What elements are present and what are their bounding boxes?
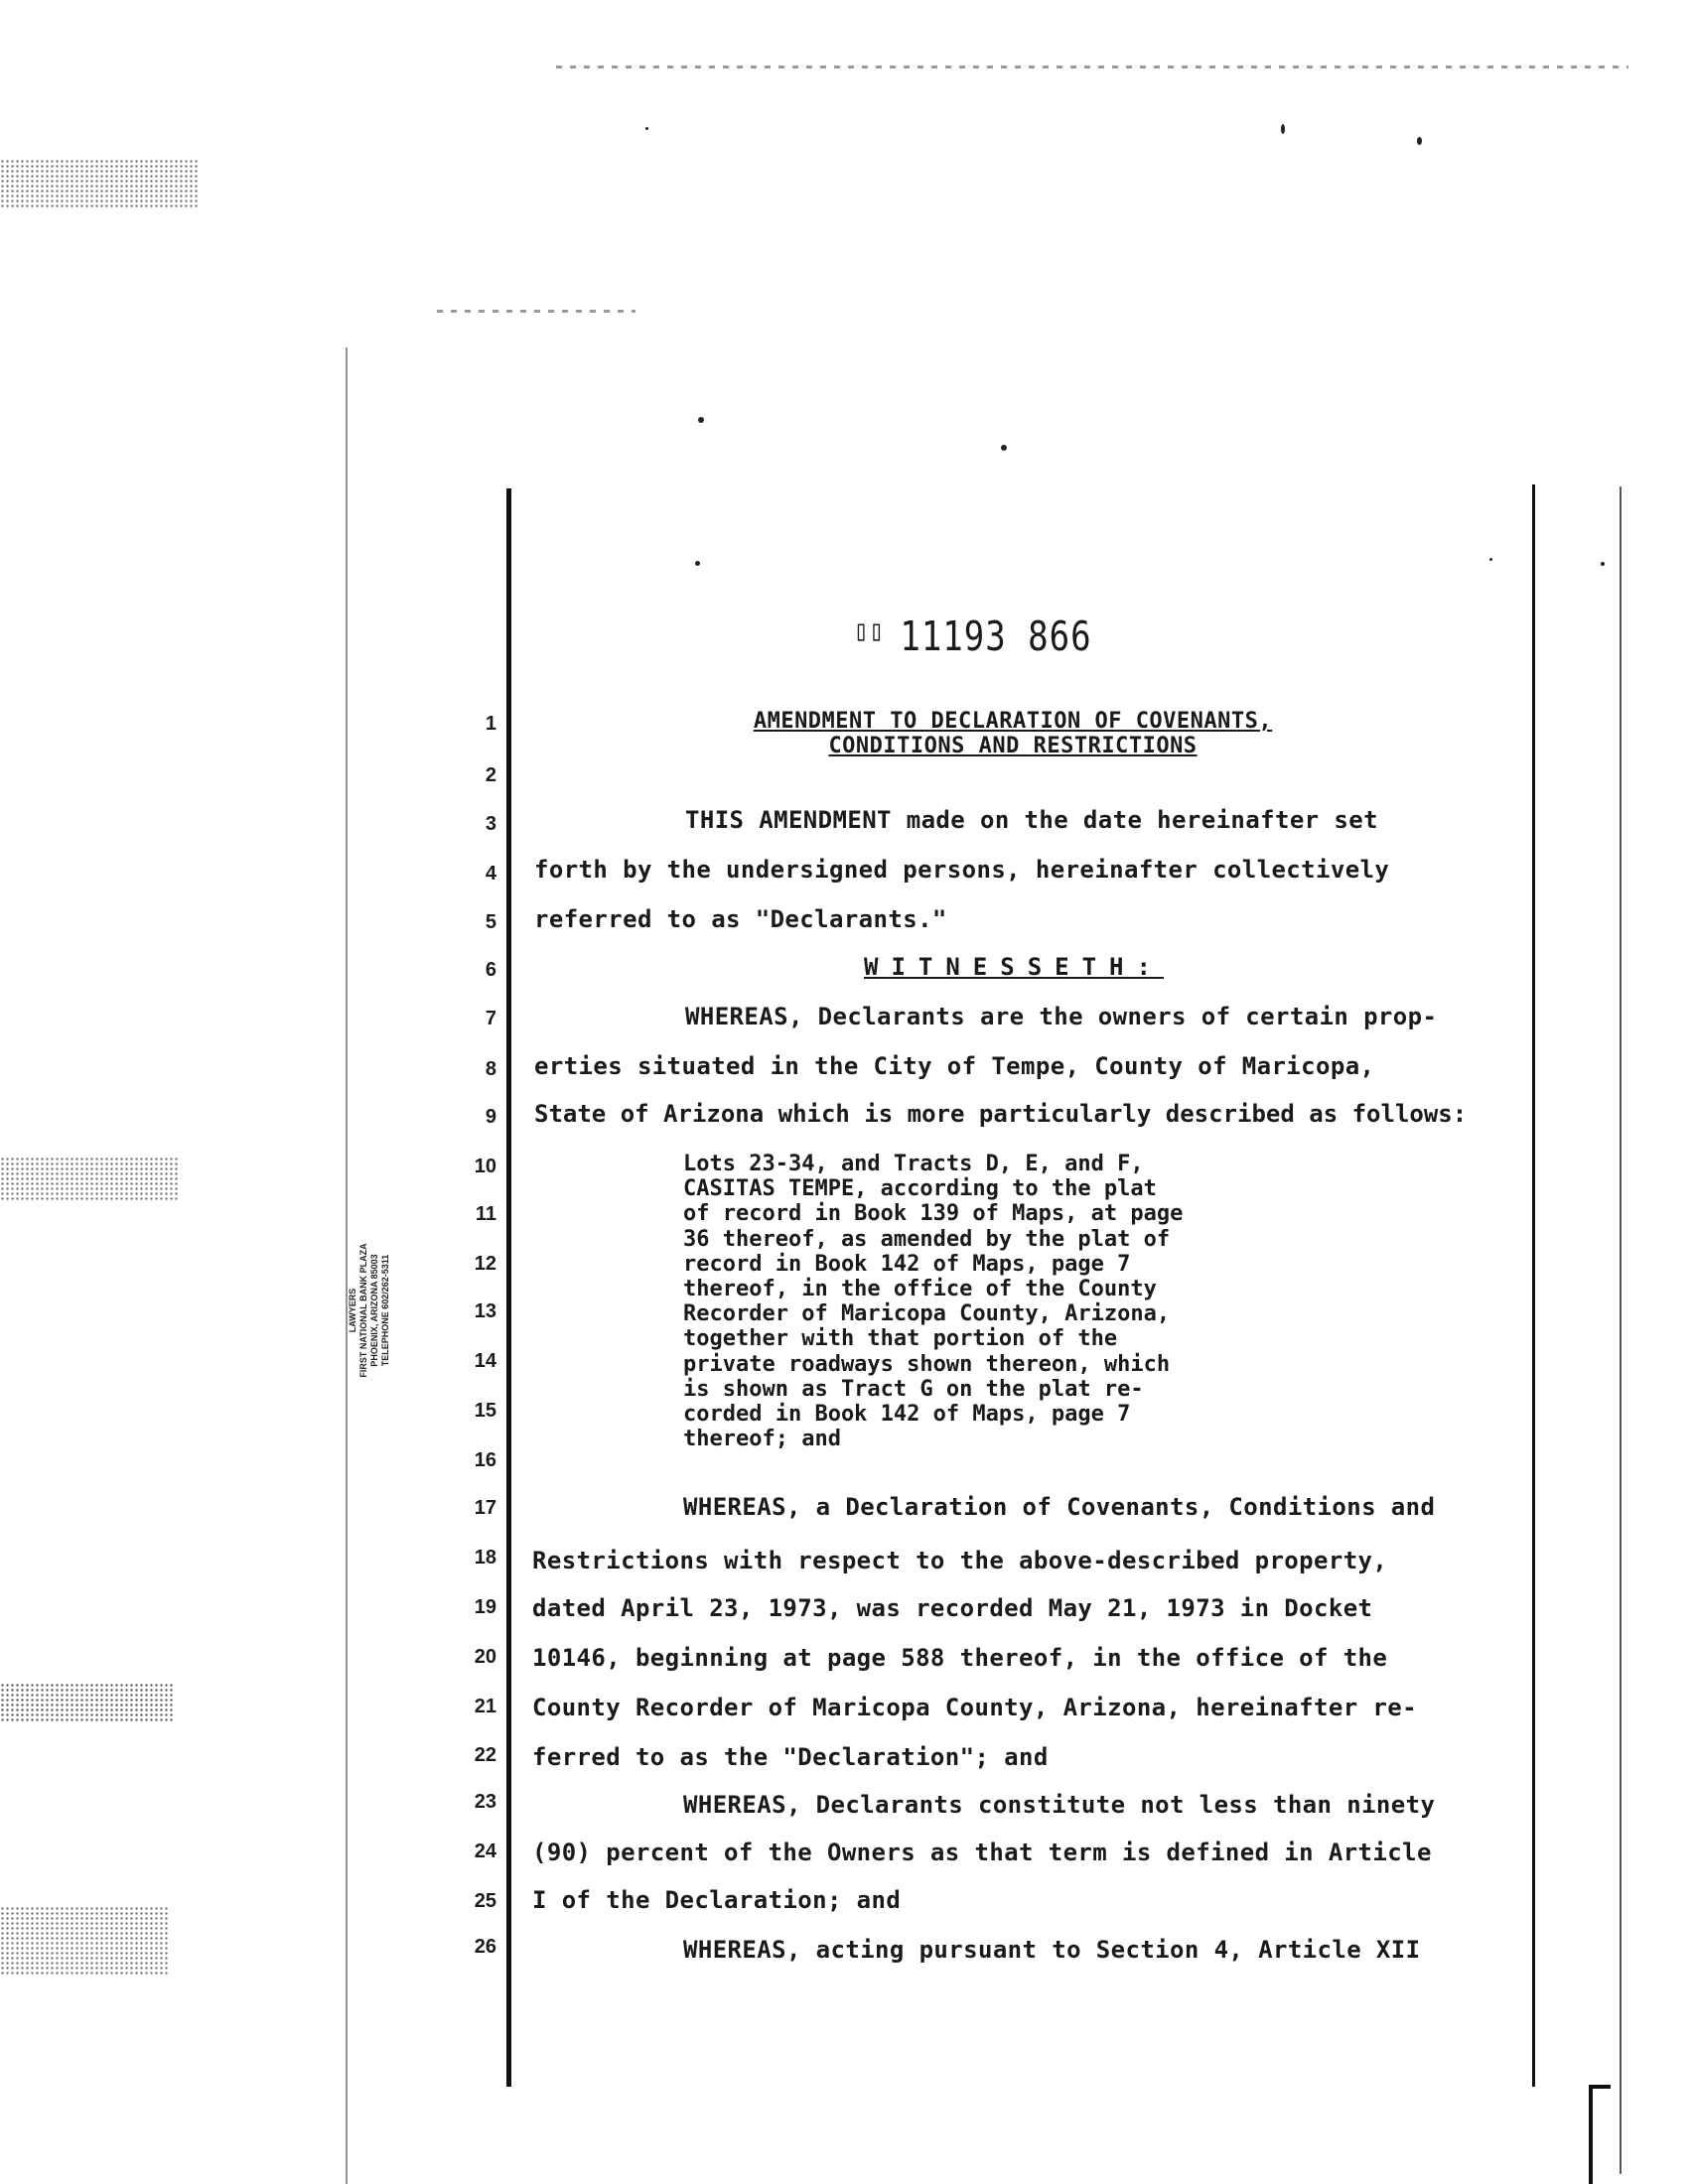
line-number: 10 xyxy=(474,1156,496,1177)
line-number: 2 xyxy=(485,764,496,786)
line-number: 9 xyxy=(485,1106,496,1128)
speck xyxy=(698,417,704,423)
firm-line-3: PHOENIX, ARIZONA 85003 xyxy=(369,1254,379,1367)
speck xyxy=(1001,445,1007,451)
text-line-17: WHEREAS, a Declaration of Covenants, Conditions and xyxy=(683,1493,1436,1521)
firm-line-2: FIRST NATIONAL BANK PLAZA xyxy=(358,1243,368,1378)
law-firm-stamp xyxy=(348,1152,391,1469)
scan-noise-left-2 xyxy=(0,1683,174,1722)
speck xyxy=(1601,562,1605,566)
text-line-22: ferred to as the "Declaration"; and xyxy=(532,1743,1049,1771)
firm-line-1: LAWYERS xyxy=(348,1288,357,1333)
line-number: 26 xyxy=(474,1936,496,1958)
line-number: 24 xyxy=(474,1841,496,1862)
line-number: 21 xyxy=(474,1696,496,1717)
text-line-7: WHEREAS, Declarants are the owners of certain prop- xyxy=(685,1003,1438,1030)
scan-smear-top xyxy=(556,66,1628,68)
left-margin-rule xyxy=(506,488,511,2087)
line-number: 14 xyxy=(474,1350,496,1372)
line-number: 16 xyxy=(474,1449,496,1471)
bottom-right-bracket-top xyxy=(1589,2085,1611,2089)
text-line-26: WHEREAS, acting pursuant to Section 4, Article XII xyxy=(683,1936,1421,1964)
scan-smear-top-2 xyxy=(437,310,635,313)
document-number-text: 11193 866 xyxy=(900,614,1092,661)
text-line-9: State of Arizona which is more particularly described as follows: xyxy=(534,1100,1468,1128)
line-number: 17 xyxy=(474,1497,496,1519)
right-margin-rule xyxy=(1532,484,1535,2087)
line-number: 7 xyxy=(485,1008,496,1029)
document-number-prefix: ▯▯ xyxy=(854,614,901,647)
line-number: 25 xyxy=(474,1890,496,1912)
text-line-5: referred to as "Declarants." xyxy=(534,905,947,933)
speck xyxy=(1281,124,1285,134)
line-number: 3 xyxy=(485,813,496,835)
scan-noise-left-1 xyxy=(0,1157,179,1201)
bottom-right-bracket xyxy=(1589,2085,1593,2184)
text-line-3: THIS AMENDMENT made on the date hereinafter set xyxy=(685,806,1378,834)
text-line-21: County Recorder of Maricopa County, Arizona, hereinafter re- xyxy=(532,1694,1417,1721)
text-line-19: dated April 23, 1973, was recorded May 21, 1973 in Docket xyxy=(532,1594,1373,1622)
line-number: 15 xyxy=(474,1400,496,1422)
speck xyxy=(695,561,700,566)
line-number: 19 xyxy=(474,1596,496,1618)
text-line-24: (90) percent of the Owners as that term is defined in Article xyxy=(532,1839,1432,1866)
line-number: 18 xyxy=(474,1547,496,1569)
line-number: 22 xyxy=(474,1744,496,1766)
line-number: 11 xyxy=(475,1203,496,1225)
firm-line-4: TELEPHONE 602/262-5311 xyxy=(380,1254,390,1367)
line-number: 8 xyxy=(485,1058,496,1080)
line-number: 12 xyxy=(474,1253,496,1275)
speck xyxy=(1417,137,1422,145)
text-line-18: Restrictions with respect to the above-described property, xyxy=(532,1547,1388,1574)
line-number: 20 xyxy=(474,1646,496,1668)
right-edge-line xyxy=(1620,486,1622,2174)
title-line-2: CONDITIONS AND RESTRICTIONS xyxy=(828,734,1198,758)
speck xyxy=(645,127,648,130)
line-number: 23 xyxy=(474,1791,496,1813)
text-line-8: erties situated in the City of Tempe, County of Maricopa, xyxy=(534,1052,1375,1080)
line-number: 5 xyxy=(485,911,496,933)
text-line-23: WHEREAS, Declarants constitute not less than ninety xyxy=(683,1791,1436,1819)
speck xyxy=(1489,558,1492,561)
line-number: 13 xyxy=(474,1300,496,1322)
scan-noise-top-left xyxy=(0,159,199,208)
line-number: 4 xyxy=(485,863,496,885)
witnesseth-heading: WITNESSETH: xyxy=(864,953,1164,981)
line-number: 6 xyxy=(485,959,496,981)
document-title xyxy=(695,709,1331,758)
text-line-20: 10146, beginning at page 588 thereof, in the office of the xyxy=(532,1644,1388,1672)
line-number: 1 xyxy=(485,713,496,735)
title-line-1: AMENDMENT TO DECLARATION OF COVENANTS, xyxy=(753,709,1273,734)
text-line-4: forth by the undersigned persons, hereinafter collectively xyxy=(534,856,1390,884)
legal-description: Lots 23-34, and Tracts D, E, and F, CASITAS TEMPE, according to the plat of record in Book 139 of Maps, at page 36 thereof, as amended by the plat of record in Book 142 of Maps, page 7 thereof, in the office of the County Recorder of Maricopa County, Arizona, together with that portion of the private roadways shown thereon, which is shown as Tract G on the plat re- corded in Book 142 of Maps, page 7 thereof; and xyxy=(683,1152,1184,1452)
text-line-25: I of the Declaration; and xyxy=(532,1886,902,1914)
scan-noise-left-3 xyxy=(0,1906,169,1976)
document-number xyxy=(854,614,1092,661)
